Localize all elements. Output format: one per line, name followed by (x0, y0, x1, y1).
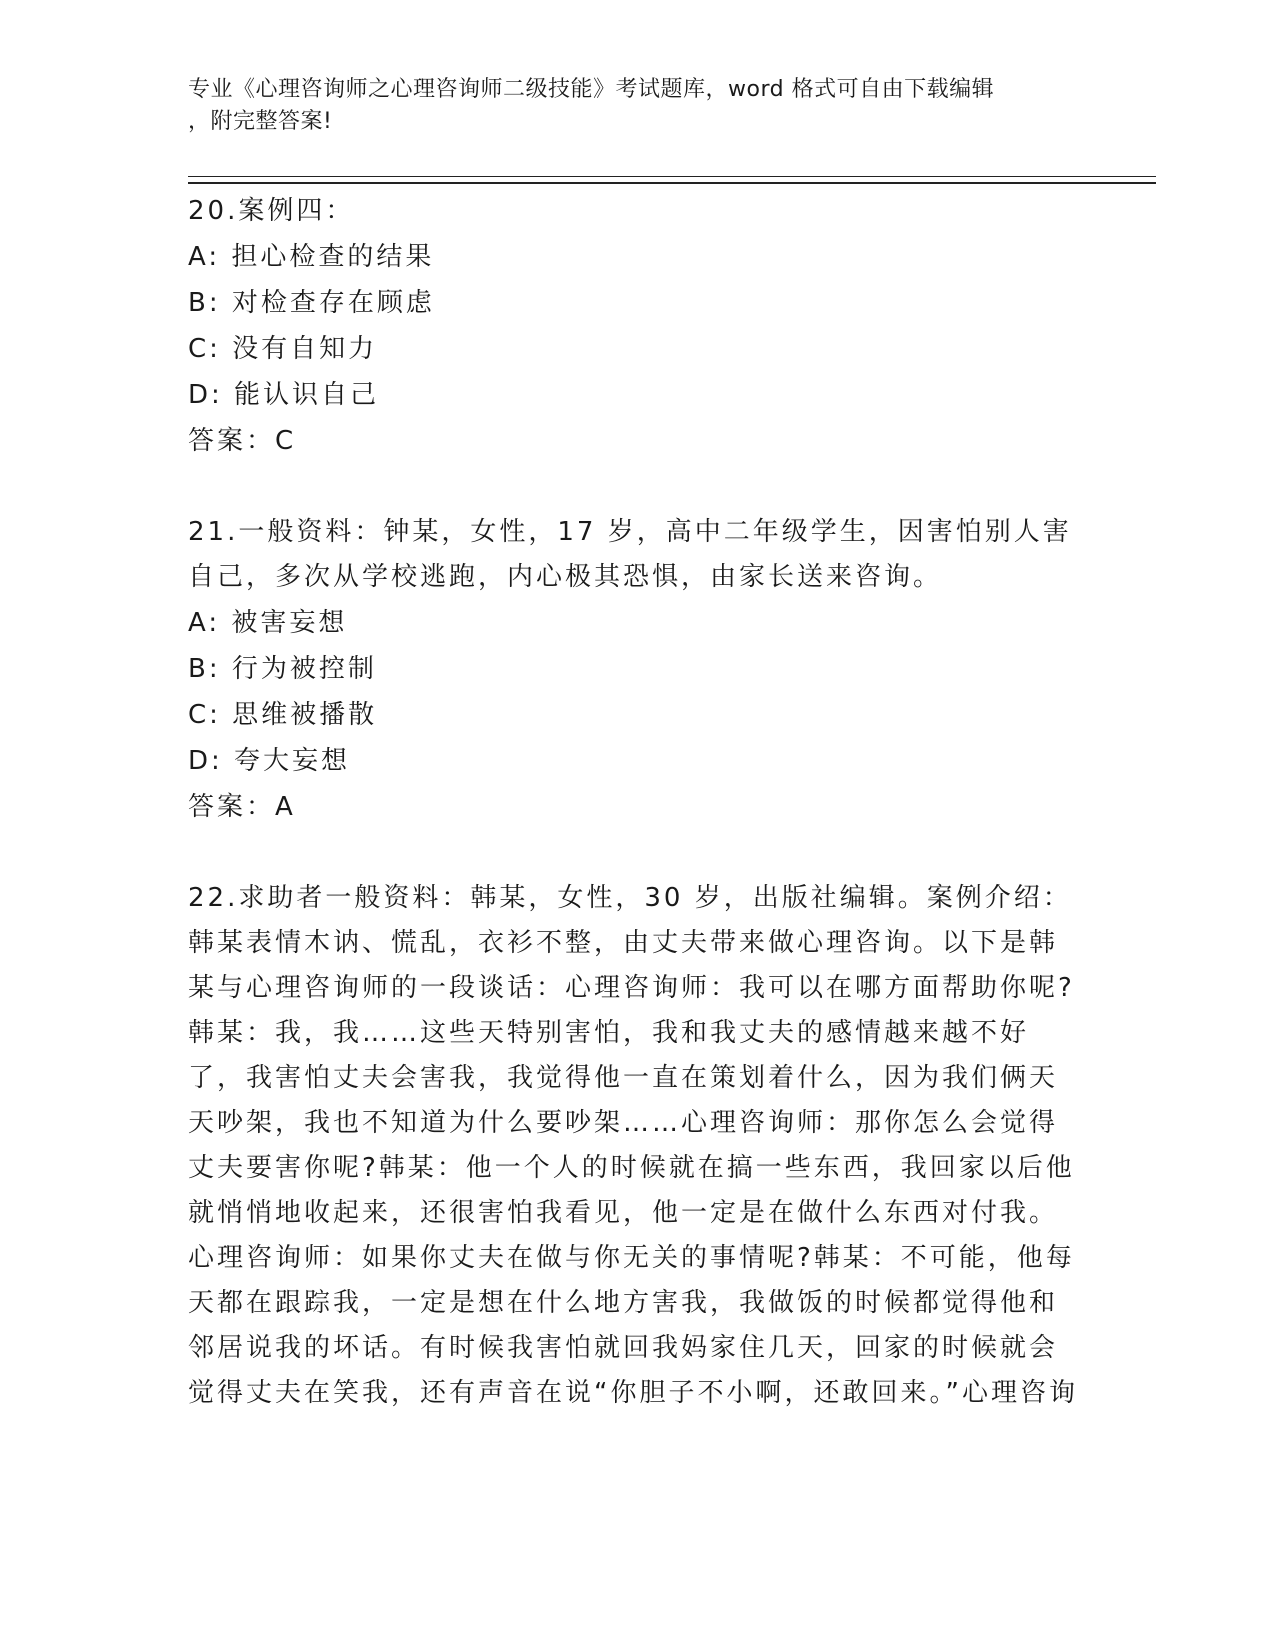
option-c: C: 没有自知力 (188, 334, 378, 364)
question-20 (188, 188, 1078, 464)
option-d: D: 能认识自己 (188, 380, 380, 410)
question-spacer (188, 830, 1078, 876)
option-a: A: 被害妄想 (188, 608, 348, 638)
option-d: D: 夸大妄想 (188, 746, 351, 776)
answer: 答案：C (188, 426, 297, 456)
question-stem: 21.一般资料：钟某，女性，17 岁，高中二年级学生，因害怕别人害自己，多次从学校逃跑，内心极其恐惧，由家长送来咨询。 (188, 517, 1072, 592)
question-spacer (188, 464, 1078, 510)
page-header (188, 74, 1088, 138)
question-stem: 20.案例四： (188, 196, 355, 226)
answer: 答案：A (188, 792, 296, 822)
question-list (188, 188, 1078, 1416)
question-22 (188, 876, 1078, 1416)
question-stem: 22.求助者一般资料：韩某，女性，30 岁，出版社编辑。案例介绍：韩某表情木讷、慌乱，衣衫不整，由丈夫带来做心理咨询。以下是韩某与心理咨询师的一段谈话：心理咨询师：我可以在哪方面帮助你呢?韩某：我，我……这些天特别害怕，我和我丈夫的感情越来越不好了，我害怕丈夫会害我，我觉得他一直在策划着什么，因为我们俩天天吵架，我也不知道为什么要吵架……心理咨询师：那你怎么会觉得丈夫要害你呢?韩某：他一个人的时候就在搞一些东西，我回家以后他就悄悄地收起来，还很害怕我看见，他一定是在做什么东西对付我。心理咨询师：如果你丈夫在做与你无关的事情呢?韩某：不可能，他每天都在跟踪我，一定是想在什么地方害我，我做饭的时候都觉得他和邻居说我的坏话。有时候我害怕就回我妈家住几天，回家的时候就会觉得丈夫在笑我，还有声音在说“你胆子不小啊，还敢回来。”心理咨询 (188, 883, 1078, 1408)
option-a: A: 担心检查的结果 (188, 242, 435, 272)
header-line-2: ，附完整答案! (188, 109, 333, 134)
question-21 (188, 510, 1078, 830)
option-c: C: 思维被播散 (188, 700, 378, 730)
option-b: B: 对检查存在顾虑 (188, 288, 435, 318)
header-line-1: 专业《心理咨询师之心理咨询师二级技能》考试题库，word 格式可自由下载编辑 (188, 77, 995, 102)
option-b: B: 行为被控制 (188, 654, 377, 684)
header-divider-thin (188, 176, 1156, 177)
header-divider-thick (188, 182, 1156, 184)
